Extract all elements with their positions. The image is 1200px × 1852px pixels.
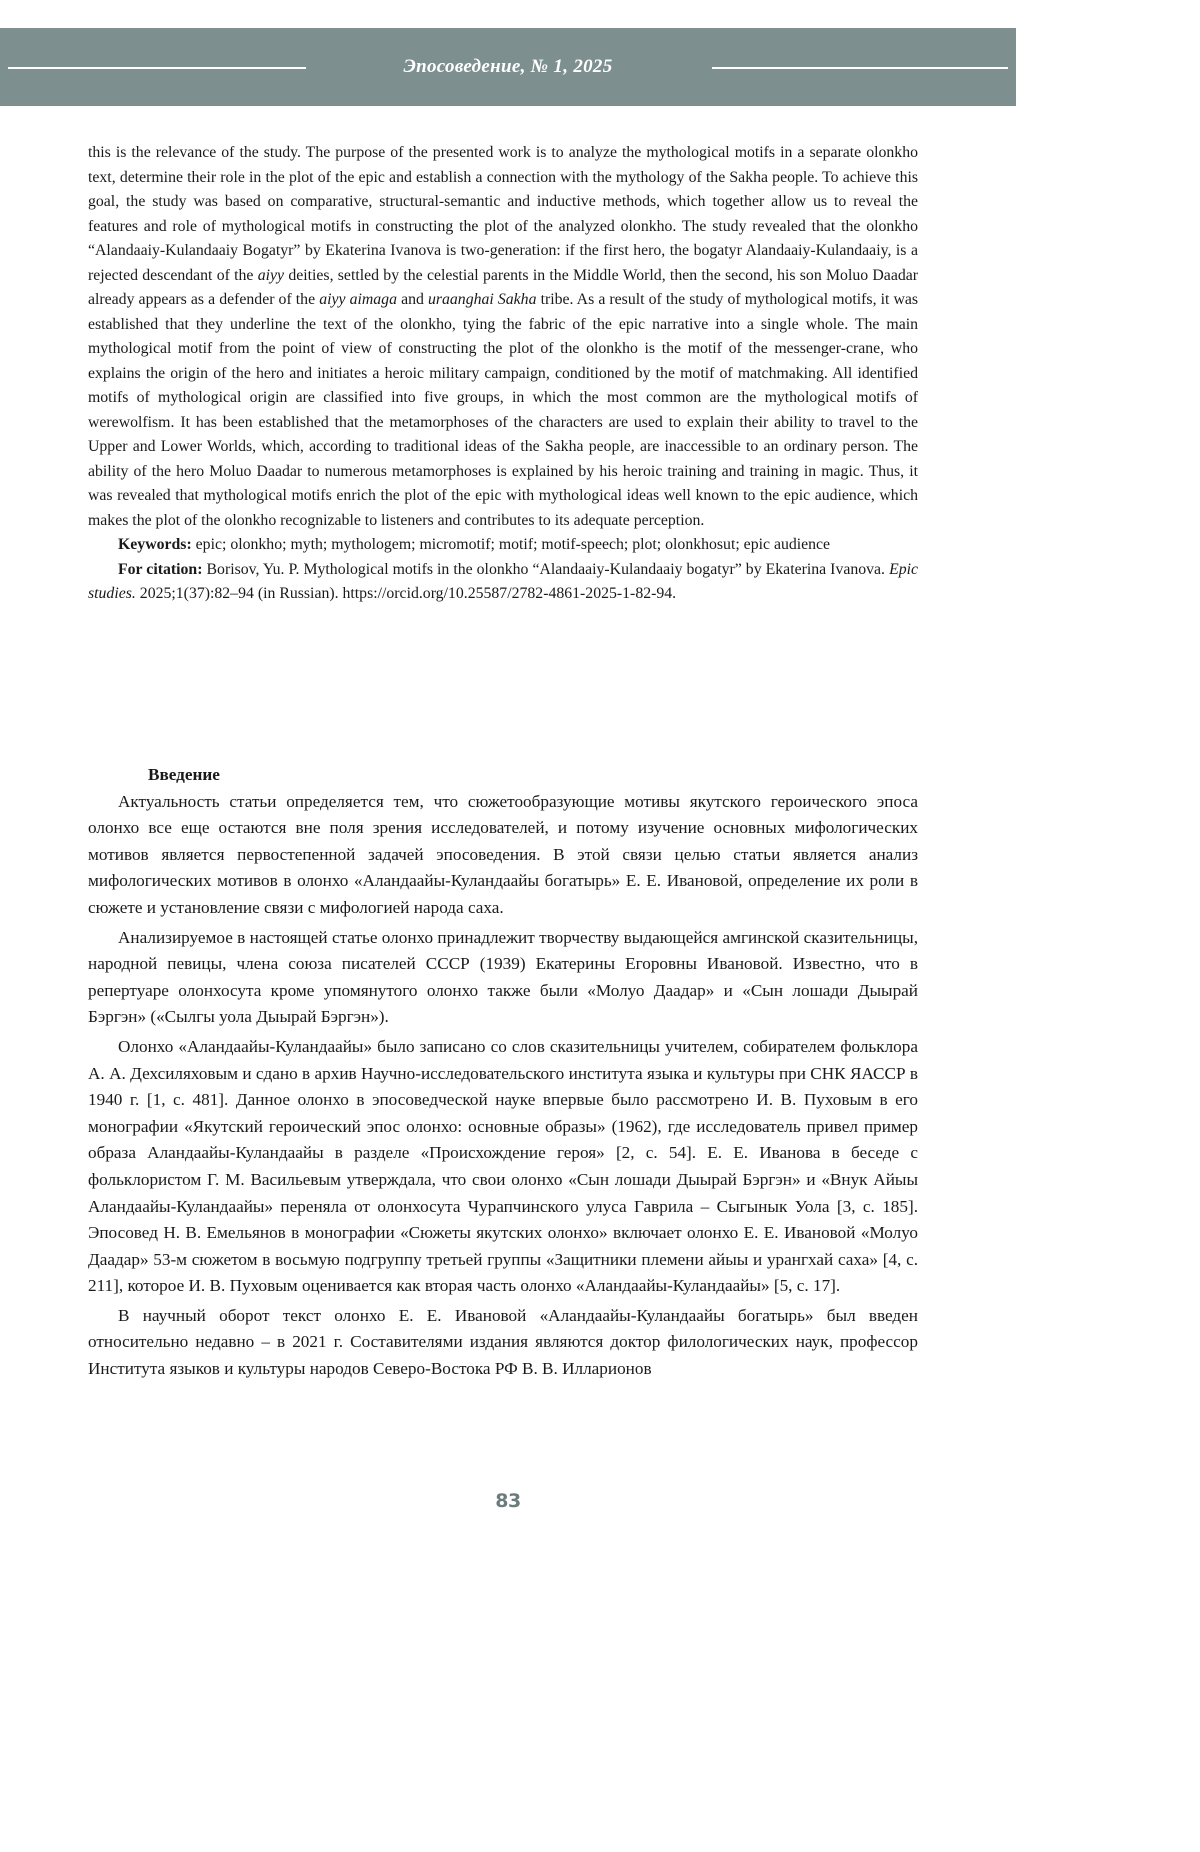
keywords [88,533,918,558]
section-heading: Введение [148,765,220,784]
abstract-text: this is the relevance of the study. The purpose of the presented work is to analyze the mythological motifs in a separate olonkho text, determine their role in the plot of the epic and establish a connection with the mythology of the Sakha people. To achieve this goal, the study was based on comparative, structural-semantic and inductive methods, which together allow us to reveal the features and role of mythological motifs in constructing the plot of the analyzed olonkho. The study revealed that the olonkho “Alandaaiy-Kulandaaiy Bogatyr” by Ekaterina Ivanova is two-generation: if the first hero, the bogatyr Alandaaiy-Kulandaaiy, is a rejected descendant of the aiyy deities, settled by the celestial parents in the Middle World, then the second, his son Moluo Daadar already appears as a defender of the aiyy aimaga and uraanghai Sakha tribe. As a result of the study of mythological motifs, it was established that they underline the text of the olonkho, tying the fabric of the epic narrative into a single whole. The main mythological motif from the point of view of constructing the plot of the olonkho is the motif of the messenger-crane, who explains the origin of the hero and initiates a heroic military campaign, conditioned by the motif of matchmaking. All identified motifs of mythological origin are classified into five groups, in which the most common are the mythological motifs of werewolfism. It has been established that the metamorphoses of the characters are used to explain their ability to travel to the Upper and Lower Worlds, which, according to traditional ideas of the Sakha people, are inaccessible to an ordinary person. The ability of the hero Moluo Daadar to numerous metamorphoses is explained by his heroic training and training in magic. Thus, it was revealed that mythological motifs enrich the plot of the epic with mythological ideas well known to the epic audience, which makes the plot of the olonkho recognizable to listeners and contributes to its adequate perception. [88,144,919,529]
journal-running-title: Эпосоведение, № 1, 2025 [403,56,613,77]
keywords-text: epic; olonkho; myth; mythologem; micromotif; motif; motif-speech; plot; olonkhosut; epic audience [195,536,831,553]
abstract-block [88,141,918,607]
citation-label: For citation: [118,560,203,578]
body-paragraph: Актуальность статьи определяется тем, что сюжетообразующие мотивы якутского героического эпоса олонхо все еще остаются вне поля зрения исследователей, и потому изучение основных мифологических мотивов является первостепенной задачей эпосоведения. В этой связи целью статьи является анализ мифологических мотивов в олонхо «Аландаайы-Куландаайы богатырь» Е. Е. Ивановой, определение их роли в сюжете и установление связи с мифологией народа саха. [88,791,918,917]
body-paragraph: В научный оборот текст олонхо Е. Е. Ивановой «Аландаайы-Куландаайы богатырь» был введен относительно недавно – в 2021 г. Составителями издания являются доктор филологических наук, профессор Института языков и культуры народов Северо-Востока РФ В. В. Илларионов [88,1305,918,1379]
keywords-label: Keywords: [118,536,192,553]
citation-journal: Epic studies. [88,560,919,602]
introduction-section [88,762,918,1386]
citation: For citation: Borisov, Yu. P. Mythological motifs in the olonkho “Alandaaiy-Kulandaaiy bogatyr” by Ekaterina Ivanova. Epic studies. 2025;1(37):82–94 (in Russian). https://orcid.org/10.25587/2782-4861-2025-1-82-94. [88,560,919,602]
page-number: 83 [495,1490,521,1512]
body-paragraph: Олонхо «Аландаайы-Куландаайы» было записано со слов сказительницы учителем, собирателем фольклора А. А. Дехсиляховым и сдано в архив Научно-исследовательского института языка и культуры при СНК ЯАССР в 1940 г. [1, с. 481]. Данное олонхо в эпосоведческой науке впервые было рассмотрено И. В. Пуховым в его монографии «Якутский героический эпос олонхо: основные образы» (1962), где исследователь привел пример образа Аландаайы-Куландаайы в разделе «Происхождение героя» [2, с. 54]. Е. Е. Иванова в беседе с фольклористом Г. М. Васильевым утверждала, что свои олонхо «Сын лошади Дыырай Бэргэн» и «Внук Айыы Аландаайы-Куландаайы» переняла от олонхосута Чурапчинского улуса Гаврила – Сыгынык Уола [3, с. 185]. Эпосовед Н. В. Емельянов в монографии «Сюжеты якутских олонхо» включает олонхо Е. Е. Ивановой «Молуо Даадар» 53-м сюжетом в восьмую подгруппу третьей группы «Защитники племени айыы и урангхай саха» [4, с. 211], которое И. В. Пуховым оценивается как вторая часть олонхо «Аландаайы-Куландаайы» [5, с. 17]. [88,1036,918,1296]
body-paragraph: Анализируемое в настоящей статье олонхо принадлежит творчеству выдающейся амгинской сказительницы, народной певицы, члена союза писателей СССР (1939) Екатерины Егоровны Ивановой. Известно, что в репертуаре олонхосута кроме упомянутого олонхо также были «Молуо Даадар» и «Сын лошади Дыырай Бэргэн» («Сылгы уола Дыырай Бэргэн»). [88,927,918,1027]
